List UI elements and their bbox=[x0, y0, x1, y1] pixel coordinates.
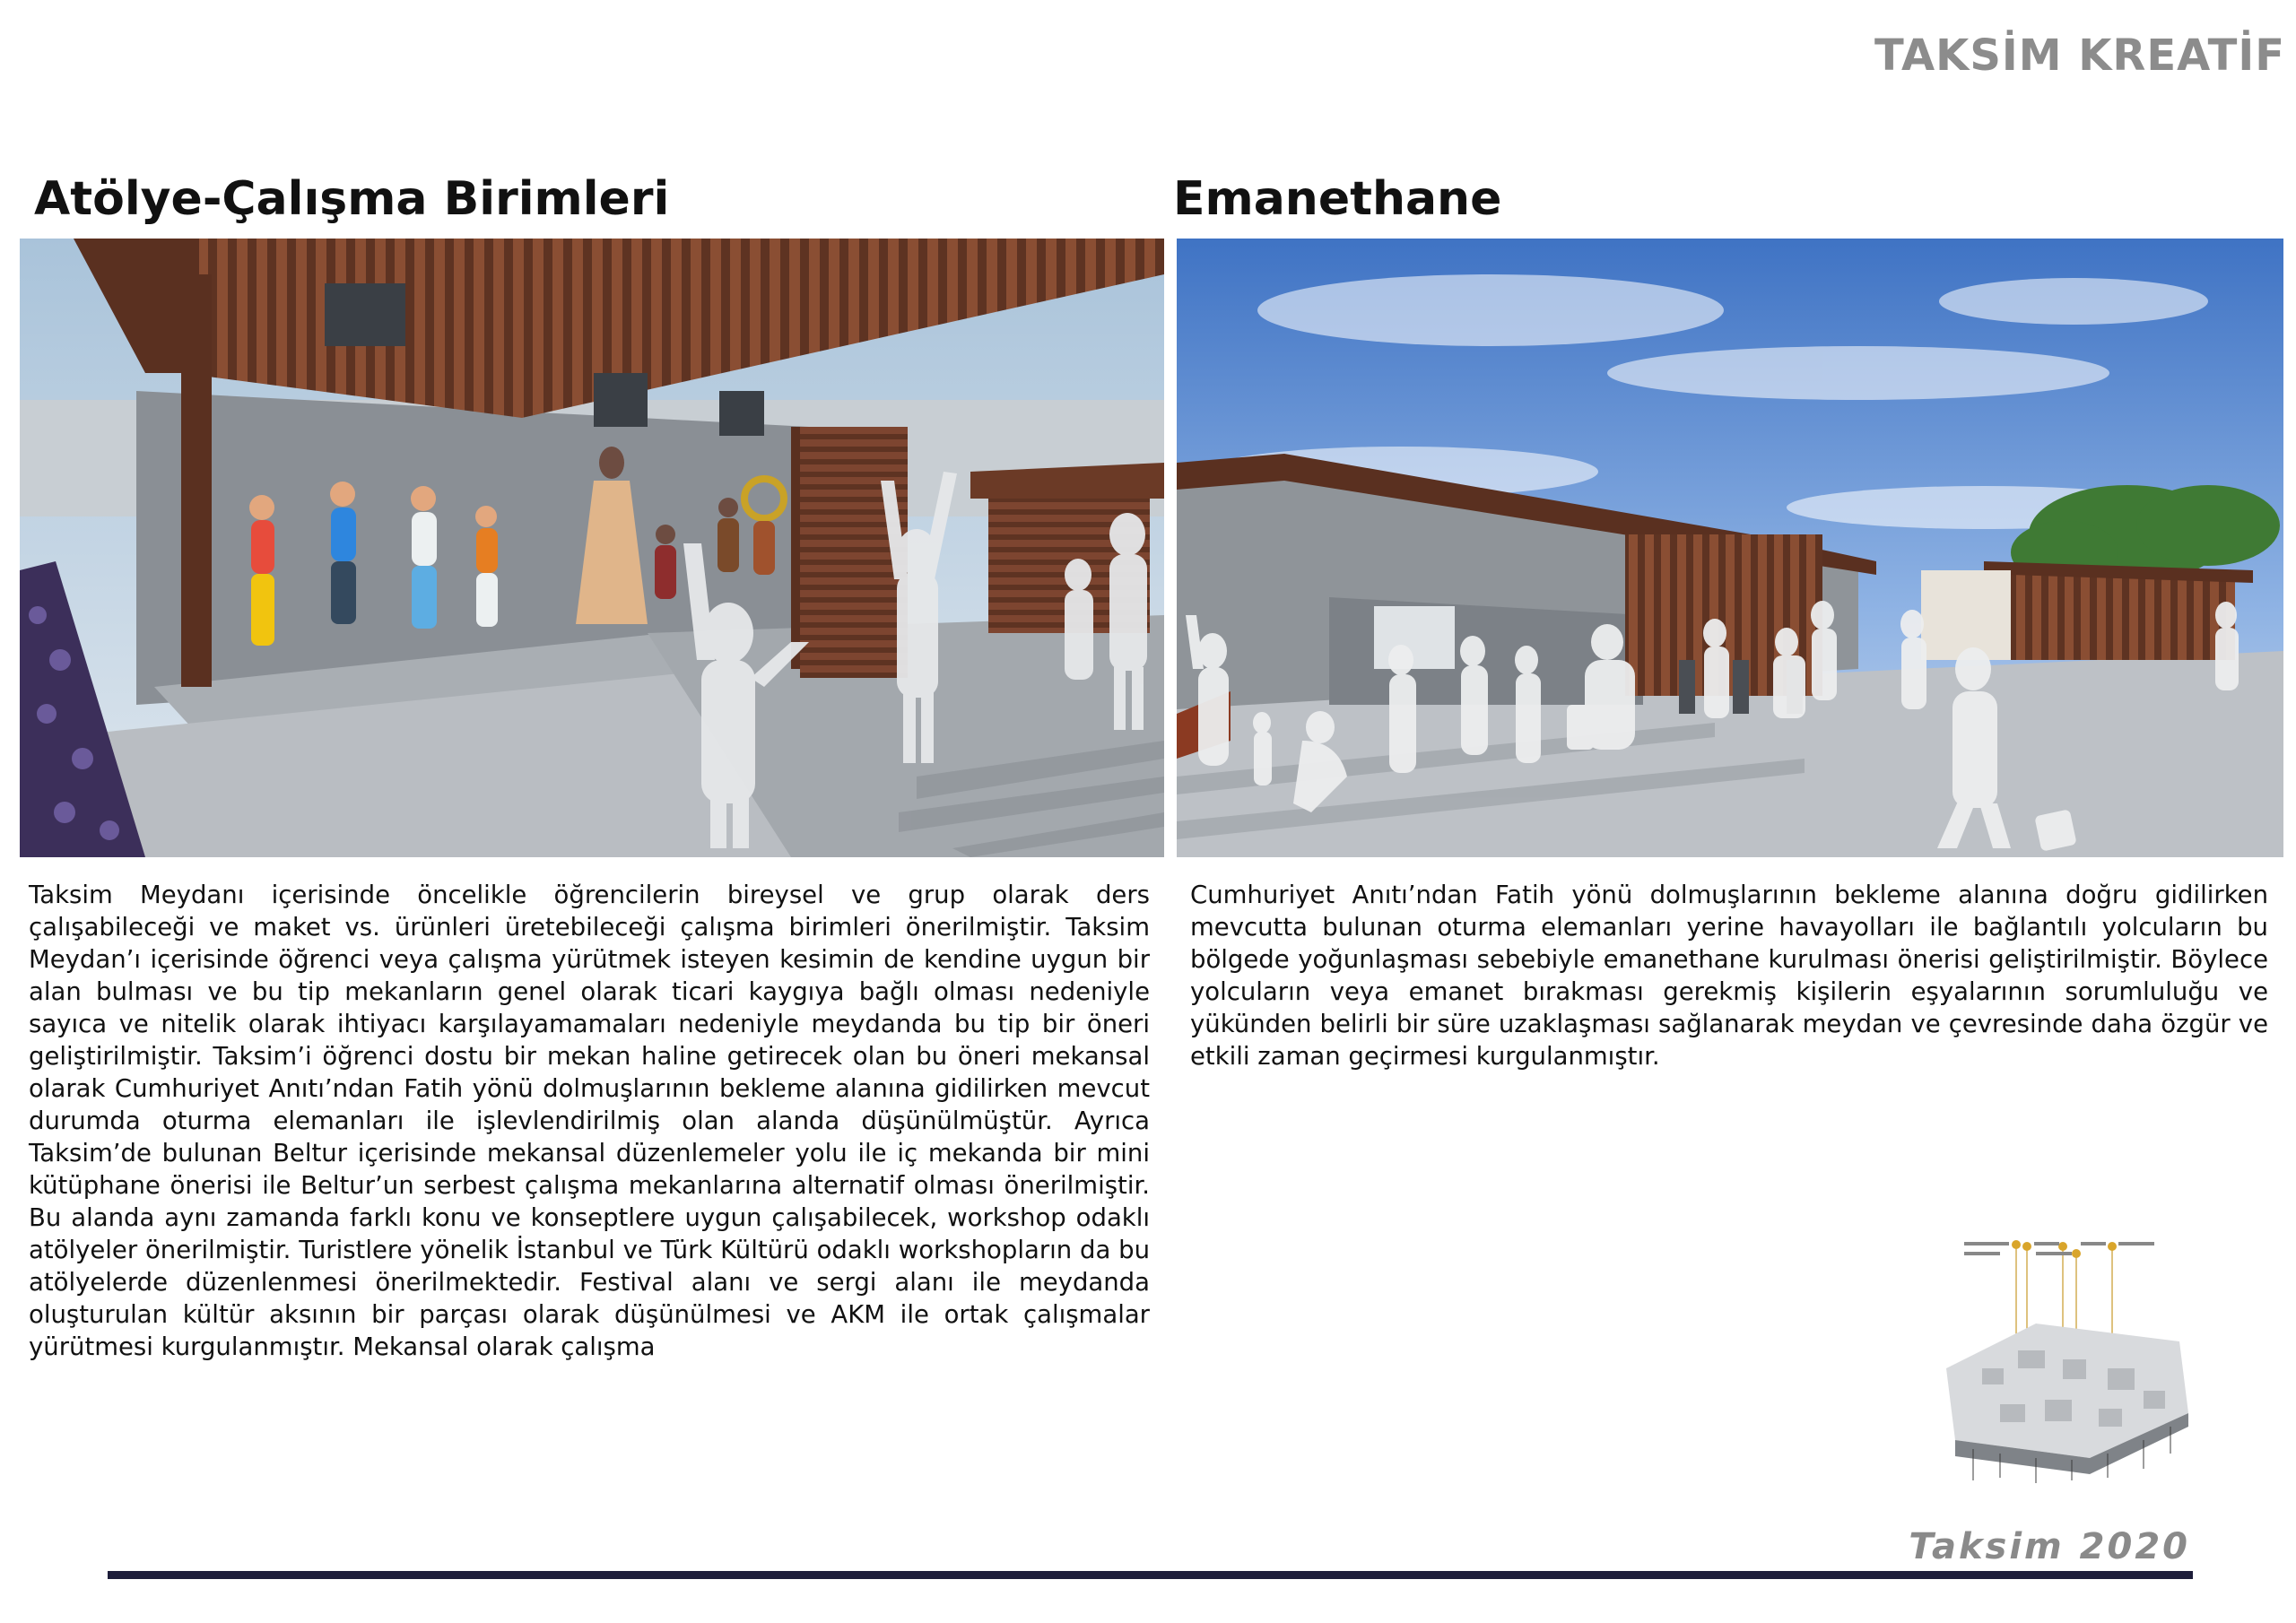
storage-render-illustration bbox=[1177, 239, 2283, 857]
site-map-illustration bbox=[1928, 1234, 2197, 1485]
workshop-section-title: Atölye-Çalışma Birimleri bbox=[34, 172, 670, 226]
workshop-render-illustration bbox=[20, 239, 1164, 857]
storage-description: Cumhuriyet Anıtı’ndan Fatih yönü dolmuşlarının bekleme alanına doğru gidilirken mevcutta bulunan oturma elemanları yerine havayolları ile bağlantılı yolcuların bu bölgede yoğunlaşması sebebiyle emanethane kurulması önerisi geliştirilmiştir. Böylece yolcuların veya emanet bırakması gerekmiş kişilerin eşyalarının sorumluluğu ve yükünden belirli bir süre uzaklaşması sağlanarak meydan ve çevresinde daha özgür ve etkili zaman geçirmesi kurgulanmıştır. bbox=[1190, 881, 2268, 1071]
site-map-graphic bbox=[1928, 1234, 2197, 1485]
storage-render-image bbox=[1177, 239, 2283, 857]
workshop-render-image bbox=[20, 239, 1164, 857]
footer-label: Taksim 2020 bbox=[1909, 1526, 2190, 1567]
footer-divider bbox=[108, 1571, 2193, 1579]
workshop-description: Taksim Meydanı içerisinde öncelikle öğrencilerin bireysel ve grup olarak ders çalışabileceği ve maket vs. ürünleri üretebileceği çalışma birimleri önerilmiştir. Taksim Meydan’ı içerisinde öğrenci veya çalışma yürütmek isteyen kesimin de kendine uygun bir alan bulması ve bu tip mekanların genel olarak ticari kaygıya bağlı olması nedeniyle sayıca ve nitelik olarak ihtiyacı karşılayamamaları nedeniyle meydanda bu tip bir öneri geliştirilmiştir. Taksim’i öğrenci dostu bir mekan haline getirecek olan bu öneri mekansal olarak Cumhuriyet Anıtı’ndan Fatih yönü dolmuşlarının bekleme alanına gidilirken mevcut durumda oturma elemanları ile işlevlendirilmiş olan alanda düşünülmüştür. Ayrıca Taksim’de bulunan Beltur içerisinde mekansal düzenlemeler yolu ile iç mekanda bir mini kütüphane önerisi ile Beltur’un serbest çalışma mekanlarına alternatif olması önerilmiştir. Bu alanda aynı zamanda farklı konu ve konseptlere uygun çalışabilecek, workshop odaklı atölyeler önerilmiştir. Turistlere yönelik İstanbul ve Türk Kültürü odaklı workshopların da bu atölyelerde düzenlenmesi önerilmektedir. Festival alanı ve sergi alanı ile meydanda oluşturulan kültür aksının bir parçası olarak düşünülmesi ve AKM ile ortak çalışmalar yürütmesi kurgulanmıştır. Mekansal olarak çalışma bbox=[29, 881, 1150, 1361]
brand-title: TAKSİM KREATİF bbox=[1874, 30, 2285, 81]
storage-section-title: Emanethane bbox=[1173, 172, 1502, 226]
